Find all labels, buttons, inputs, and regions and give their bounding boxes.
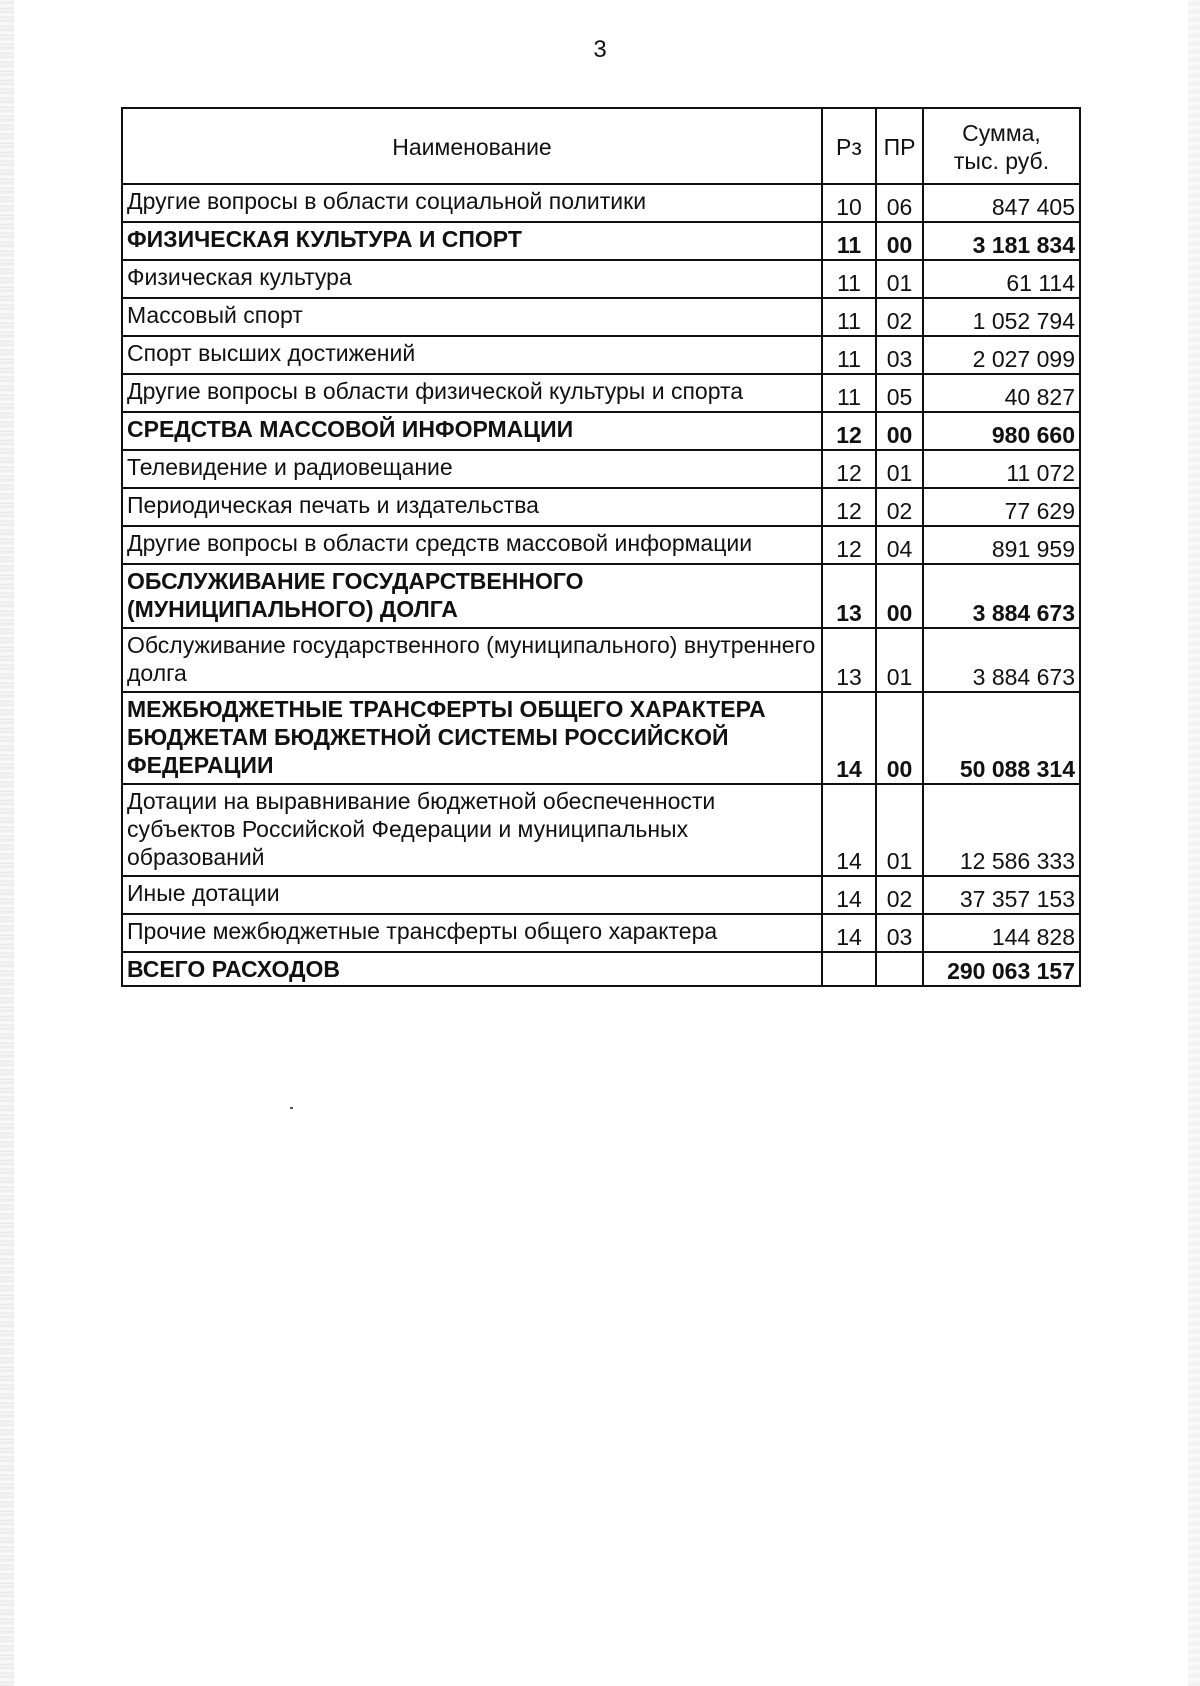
- row-rz: 11: [822, 374, 876, 412]
- row-pr: 01: [876, 784, 923, 876]
- row-name: Физическая культура: [122, 260, 822, 298]
- row-pr: 01: [876, 260, 923, 298]
- row-pr: 01: [876, 628, 923, 692]
- row-rz: 11: [822, 222, 876, 260]
- scan-edge-left: [0, 0, 14, 1686]
- table-row: [122, 450, 1080, 488]
- row-name: Дотации на выравнивание бюджетной обеспеченности субъектов Российской Федерации и муниципальных образований: [122, 784, 822, 876]
- row-pr: 02: [876, 876, 923, 914]
- row-rz: 14: [822, 692, 876, 784]
- row-pr: 06: [876, 184, 923, 222]
- row-rz: 14: [822, 876, 876, 914]
- row-name: СРЕДСТВА МАССОВОЙ ИНФОРМАЦИИ: [122, 412, 822, 450]
- table-row-section: [122, 222, 1080, 260]
- header-rz: Рз: [822, 108, 876, 184]
- row-sum: 37 357 153: [923, 876, 1080, 914]
- row-name: ФИЗИЧЕСКАЯ КУЛЬТУРА И СПОРТ: [122, 222, 822, 260]
- table-row: [122, 876, 1080, 914]
- row-sum: 980 660: [923, 412, 1080, 450]
- row-rz: 12: [822, 450, 876, 488]
- row-pr: 03: [876, 914, 923, 952]
- row-rz: 13: [822, 564, 876, 628]
- table-header-row: [122, 108, 1080, 184]
- header-sum-line1: Сумма,: [962, 120, 1041, 146]
- table-row: [122, 374, 1080, 412]
- row-sum: 3 884 673: [923, 628, 1080, 692]
- row-name: Телевидение и радиовещание: [122, 450, 822, 488]
- header-pr: ПР: [876, 108, 923, 184]
- table-row: [122, 526, 1080, 564]
- row-pr: 01: [876, 450, 923, 488]
- row-name: Другие вопросы в области средств массовой информации: [122, 526, 822, 564]
- page-number: 3: [593, 36, 607, 63]
- row-sum: 1 052 794: [923, 298, 1080, 336]
- row-pr: 04: [876, 526, 923, 564]
- row-sum: 50 088 314: [923, 692, 1080, 784]
- row-pr: 03: [876, 336, 923, 374]
- row-sum: 77 629: [923, 488, 1080, 526]
- table-row: [122, 298, 1080, 336]
- table-row: [122, 784, 1080, 876]
- total-pr: [876, 952, 923, 986]
- table-row-total: [122, 952, 1080, 986]
- row-rz: 13: [822, 628, 876, 692]
- row-pr: 02: [876, 488, 923, 526]
- total-name: ВСЕГО РАСХОДОВ: [122, 952, 822, 986]
- row-name: Другие вопросы в области физической культуры и спорта: [122, 374, 822, 412]
- row-rz: 11: [822, 260, 876, 298]
- row-name: Другие вопросы в области социальной политики: [122, 184, 822, 222]
- table-row-section: [122, 412, 1080, 450]
- table-row: [122, 488, 1080, 526]
- row-name: МЕЖБЮДЖЕТНЫЕ ТРАНСФЕРТЫ ОБЩЕГО ХАРАКТЕРА БЮДЖЕТАМ БЮДЖЕТНОЙ СИСТЕМЫ РОССИЙСКОЙ ФЕДЕРАЦИИ: [122, 692, 822, 784]
- scan-speck: [290, 1107, 293, 1109]
- row-pr: 02: [876, 298, 923, 336]
- row-sum: 144 828: [923, 914, 1080, 952]
- row-name: Иные дотации: [122, 876, 822, 914]
- row-sum: 847 405: [923, 184, 1080, 222]
- row-rz: 11: [822, 336, 876, 374]
- budget-table: [121, 107, 1081, 987]
- scan-edge-right: [1188, 0, 1200, 1686]
- row-name: Периодическая печать и издательства: [122, 488, 822, 526]
- table-row: [122, 260, 1080, 298]
- row-rz: 12: [822, 488, 876, 526]
- total-rz: [822, 952, 876, 986]
- header-sum: [923, 108, 1080, 184]
- table-row: [122, 914, 1080, 952]
- table-row-section: [122, 692, 1080, 784]
- row-name: Прочие межбюджетные трансферты общего характера: [122, 914, 822, 952]
- row-rz: 12: [822, 526, 876, 564]
- row-rz: 14: [822, 914, 876, 952]
- row-rz: 11: [822, 298, 876, 336]
- header-name: Наименование: [122, 108, 822, 184]
- row-pr: 00: [876, 412, 923, 450]
- row-pr: 00: [876, 564, 923, 628]
- row-name: Спорт высших достижений: [122, 336, 822, 374]
- row-sum: 40 827: [923, 374, 1080, 412]
- table-row: [122, 336, 1080, 374]
- row-rz: 10: [822, 184, 876, 222]
- table-row: [122, 184, 1080, 222]
- row-sum: 3 884 673: [923, 564, 1080, 628]
- total-sum: 290 063 157: [923, 952, 1080, 986]
- row-rz: 14: [822, 784, 876, 876]
- row-sum: 891 959: [923, 526, 1080, 564]
- row-name: Обслуживание государственного (муниципального) внутреннего долга: [122, 628, 822, 692]
- row-sum: 3 181 834: [923, 222, 1080, 260]
- row-pr: 00: [876, 222, 923, 260]
- row-rz: 12: [822, 412, 876, 450]
- table-row: [122, 628, 1080, 692]
- row-sum: 11 072: [923, 450, 1080, 488]
- row-sum: 61 114: [923, 260, 1080, 298]
- table-row-section: [122, 564, 1080, 628]
- row-name: ОБСЛУЖИВАНИЕ ГОСУДАРСТВЕННОГО (МУНИЦИПАЛЬНОГО) ДОЛГА: [122, 564, 822, 628]
- header-sum-line2: тыс. руб.: [953, 148, 1050, 174]
- row-sum: 12 586 333: [923, 784, 1080, 876]
- row-pr: 05: [876, 374, 923, 412]
- row-pr: 00: [876, 692, 923, 784]
- row-sum: 2 027 099: [923, 336, 1080, 374]
- row-name: Массовый спорт: [122, 298, 822, 336]
